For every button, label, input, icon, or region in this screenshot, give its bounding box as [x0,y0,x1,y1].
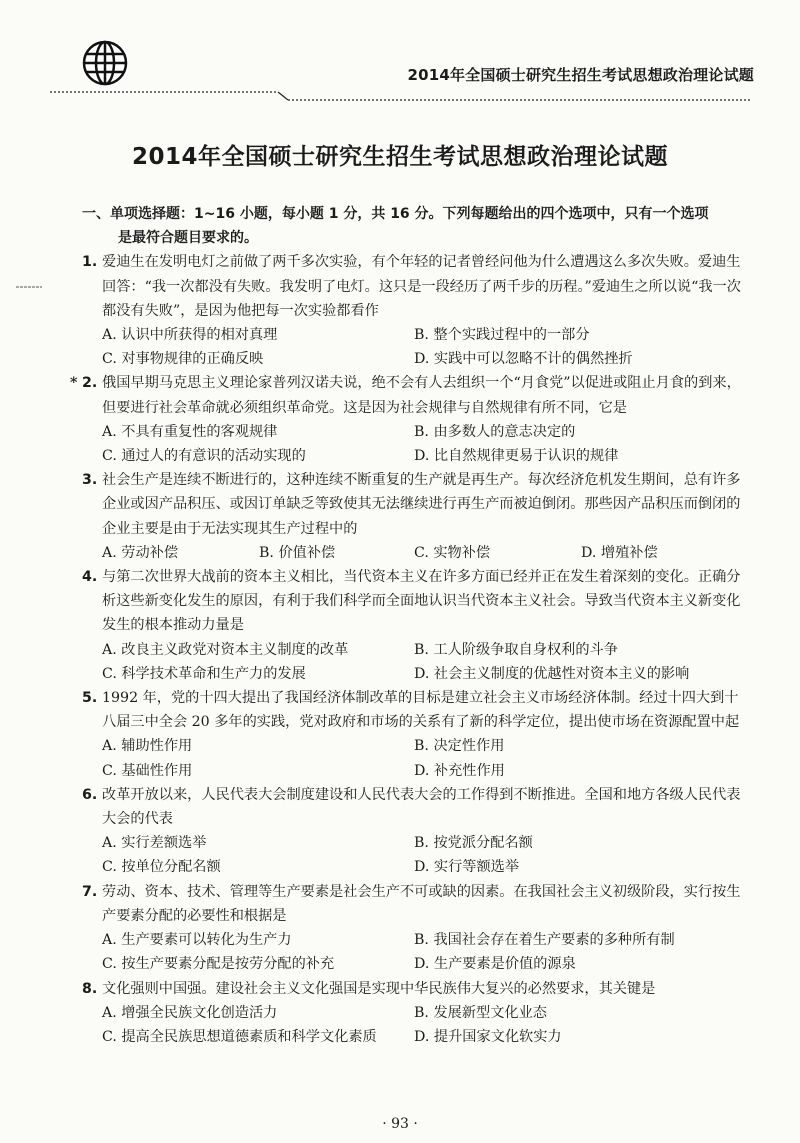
question-1 [82,250,750,371]
pen-mark [16,285,42,289]
option-c: C. 通过人的有意识的活动实现的 [102,448,306,465]
question-number: 7. [82,883,98,900]
section-heading-line-2: 是最符合题目要求的。 [118,230,258,247]
question-stem [82,783,750,831]
question-stem [82,977,750,1001]
question-stem [82,468,750,541]
option-a: A. 辅助性作用 [102,738,193,755]
option-list [82,541,750,565]
question-number: 6. [82,786,98,803]
option-c: C. 对事物规律的正确反映 [102,351,264,368]
option-b: B. 由多数人的意志决定的 [414,423,576,440]
question-number: 2. [82,375,98,392]
question-number: 3. [82,472,98,489]
question-text: 与第二次世界大战前的资本主义相比，当代资本主义在许多方面已经并正在发生着深刻的变化。正确分析这些新变化发生的原因，有利于我们科学而全面地认识当代资本主义社会。导致当代资本主义新变化发生的根本推动力量是 [102,569,741,634]
question-5 [82,686,750,783]
option-d: D. 补充性作用 [414,762,505,779]
question-3 [82,468,750,565]
section-heading [82,202,750,250]
question-text: 文化强则中国强。建设社会主义文化强国是实现中华民族伟大复兴的必然要求，其关键是 [102,980,656,997]
header-title: 2014年全国硕士研究生招生考试思想政治理论试题 [407,66,754,84]
question-7 [82,880,750,977]
option-a: A. 实行差额选举 [102,835,207,852]
option-a: A. 生产要素可以转化为生产力 [102,932,292,949]
option-d: D. 提升国家文化软实力 [414,1028,562,1045]
option-d: D. 实行等额选举 [414,859,520,876]
option-b: B. 工人阶级争取自身权利的斗争 [414,641,618,658]
option-b: B. 我国社会存在着生产要素的多种所有制 [414,932,675,949]
option-b: B. 发展新型文化业态 [414,1004,547,1021]
question-text: 改革开放以来，人民代表大会制度建设和人民代表大会的工作得到不断推进。全国和地方各级人民代表大会的代表 [102,786,741,828]
option-d: D. 比自然规律更易于认识的规律 [414,448,619,465]
question-stem [82,565,750,638]
option-d: D. 生产要素是价值的源泉 [414,956,576,973]
question-text: 爱迪生在发明电灯之前做了两千多次实验，有个年轻的记者曾经问他为什么遭遇这么多次失败。爱迪生回答：“我一次都没有失败。我发明了电灯。这只是一段经历了两千步的历程。”爱迪生之所以说“我一次都没有失败”，是因为他把每一次实验都看作 [102,254,741,319]
option-list [82,638,750,686]
option-b: B. 价值补偿 [259,544,336,561]
question-stem [70,371,750,419]
option-c: C. 按单位分配名额 [102,859,221,876]
question-stem [82,880,750,928]
question-6 [82,783,750,880]
option-a: A. 改良主义政党对资本主义制度的改革 [102,641,349,658]
option-c: C. 按生产要素分配是按劳分配的补充 [102,956,335,973]
option-list [82,420,750,468]
question-2 [70,371,750,468]
option-a: A. 劳动补偿 [102,544,179,561]
option-c: C. 基础性作用 [102,762,193,779]
option-d: D. 实践中可以忽略不计的偶然挫折 [414,351,633,368]
option-a: A. 认识中所获得的相对真理 [102,327,278,344]
questions [70,250,750,1049]
page-number: · 93 · [382,1116,418,1132]
question-stem [82,686,750,734]
question-number: 4. [82,569,98,586]
question-number: 5. [82,690,98,707]
question-text: 劳动、资本、技术、管理等生产要素是社会生产不可或缺的因素。在我国社会主义初级阶段，实行按生产要素分配的必要性和根据是 [102,883,741,924]
header-rule [50,90,750,102]
globe-icon [82,40,128,86]
question-4 [82,565,750,686]
option-list [82,831,750,879]
option-d: D. 增殖补偿 [581,544,658,561]
question-number: 1. [82,254,98,271]
section-heading-line-1: 一、单项选择题：1~16 小题，每小题 1 分，共 16 分。下列每题给出的四个选项中，只有一个选项 [82,206,709,222]
question-text: 1992 年，党的十四大提出了我国经济体制改革的目标是建立社会主义市场经济体制。经过十四大到十八届三中全会 20 多年的实践，党对政府和市场的关系有了新的科学定位，提出使市场在资源配置中起 [102,690,740,731]
option-list [82,928,750,976]
question-number: 8. [82,980,98,997]
option-list [82,1001,750,1049]
question-list [70,202,750,1049]
question-text: 社会生产是连续不断进行的，这种连续不断重复的生产就是再生产。每次经济危机发生期间，总有许多企业或因产品积压、或因订单缺乏等致使其无法继续进行再生产而被迫倒闭。那些因产品积压而倒闭的企业主要是由于无法实现其生产过程中的 [102,472,741,537]
option-d: D. 社会主义制度的优越性对资本主义的影响 [414,665,690,682]
option-c: C. 提高全民族思想道德素质和科学文化素质 [102,1028,377,1045]
option-c: C. 实物补偿 [414,544,491,561]
option-c: C. 科学技术革命和生产力的发展 [102,665,306,682]
question-8 [82,977,750,1050]
question-mark: * [70,375,78,392]
option-b: B. 按党派分配名额 [414,835,533,852]
question-text: 俄国早期马克思主义理论家普列汉诺夫说，绝不会有人去组织一个“月食党”以促进或阻止月食的到来，但要进行社会革命就必须组织革命党。这是因为社会规律与自然规律有所不同，它是 [102,375,741,416]
page-title: 2014年全国硕士研究生招生考试思想政治理论试题 [131,144,668,170]
option-list [82,734,750,782]
option-a: A. 增强全民族文化创造活力 [102,1004,278,1021]
option-b: B. 决定性作用 [414,738,505,755]
option-list [82,323,750,371]
option-a: A. 不具有重复性的客观规律 [102,423,278,440]
question-stem [82,250,750,323]
option-b: B. 整个实践过程中的一部分 [414,327,590,344]
